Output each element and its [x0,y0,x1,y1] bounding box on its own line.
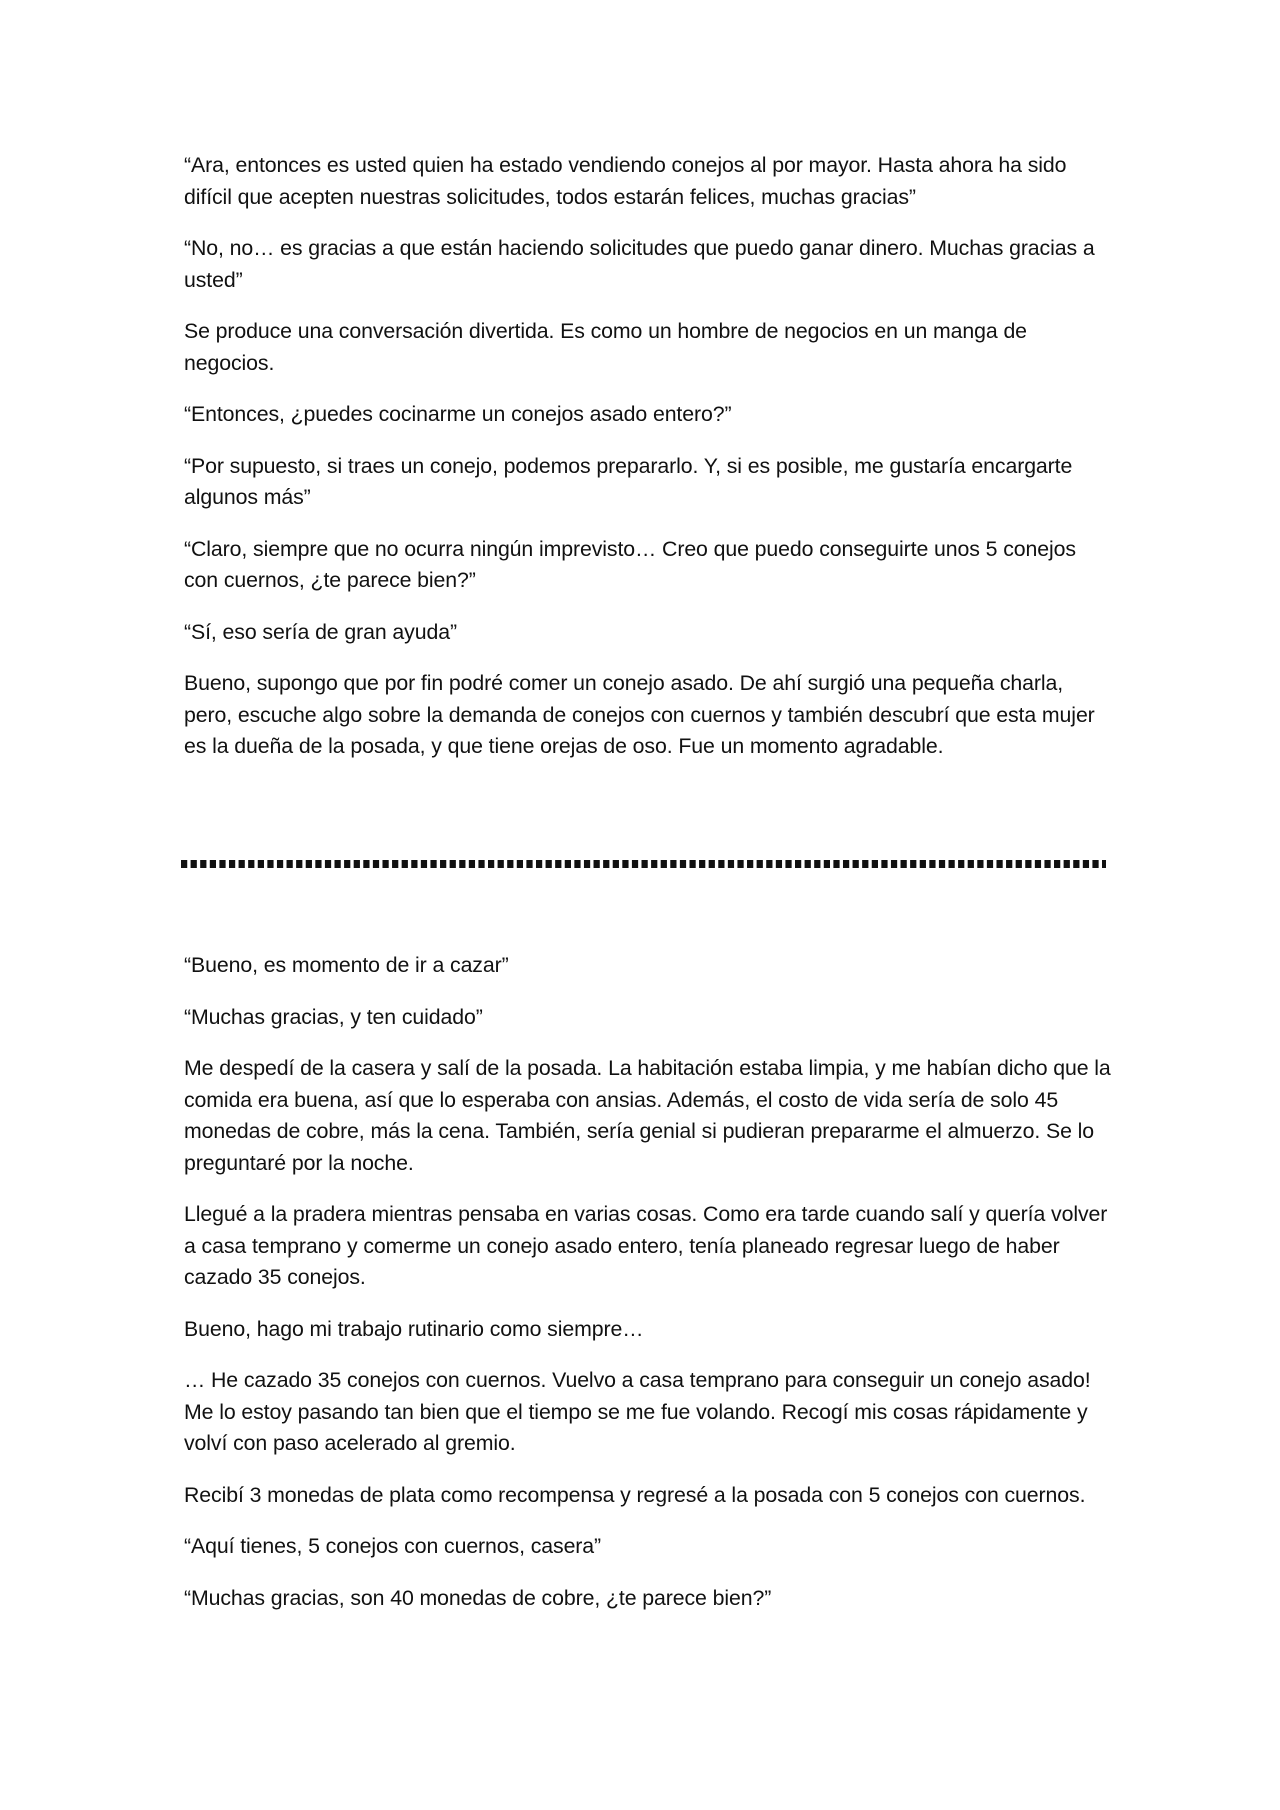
text-section-1 [184,150,1114,783]
paragraph: “Bueno, es momento de ir a cazar” [184,953,509,977]
section-separator [181,860,1106,868]
paragraph: “Ara, entonces es usted quien ha estado vendiendo conejos al por mayor. Hasta ahora ha sido difícil que acepten nuestras solicitudes, todos estarán felices, muchas gracias” [184,153,1067,209]
paragraph: “Aquí tienes, 5 conejos con cuernos, casera” [184,1534,602,1558]
paragraph: Bueno, hago mi trabajo rutinario como siempre… [184,1316,644,1341]
paragraph: “Claro, siempre que no ocurra ningún imprevisto… Creo que puedo conseguirte unos 5 conejos con cuernos, ¿te parece bien?” [184,536,1076,592]
paragraph: “No, no… es gracias a que están haciendo solicitudes que puedo ganar dinero. Muchas gracias a usted” [184,236,1095,292]
paragraph: “Por supuesto, si traes un conejo, podemos prepararlo. Y, si es posible, me gustaría encargarte algunos más” [184,453,1073,509]
paragraph: “Entonces, ¿puedes cocinarme un conejos asado entero?” [184,402,732,426]
paragraph: Recibí 3 monedas de plata como recompensa y regresé a la posada con 5 conejos con cuernos. [184,1482,1086,1507]
paragraph: Se produce una conversación divertida. Es como un hombre de negocios en un manga de negocios. [184,319,1027,375]
paragraph: Llegué a la pradera mientras pensaba en varias cosas. Como era tarde cuando salí y quería volver a casa temprano y comerme un conejo asado entero, tenía planeado regresar luego de haber cazado 35 conejos. [184,1202,1108,1289]
paragraph: “Sí, eso sería de gran ayuda” [184,619,457,644]
paragraph: Me despedí de la casera y salí de la posada. La habitación estaba limpia, y me habían dicho que la comida era buena, así que lo esperaba con ansias. Además, el costo de vida sería de solo 45 monedas de cobre, más la cena. También, sería genial si pudieran prepararme el almuerzo. Se lo preguntaré por la noche. [184,1056,1111,1175]
paragraph: “Muchas gracias, son 40 monedas de cobre, ¿te parece bien?” [184,1585,772,1610]
paragraph: Bueno, supongo que por fin podré comer un conejo asado. De ahí surgió una pequeña charla, pero, escuche algo sobre la demanda de conejos con cuernos y también descubrí que esta mujer es la dueña de la posada, y que tiene orejas de oso. Fue un momento agradable. [184,671,1095,758]
text-section-2 [184,950,1114,1634]
paragraph: … He cazado 35 conejos con cuernos. Vuelvo a casa temprano para conseguir un conejo asado! Me lo estoy pasando tan bien que el tiempo se me fue volando. Recogí mis cosas rápidamente y volví con paso acelerado al gremio. [184,1368,1091,1455]
paragraph: “Muchas gracias, y ten cuidado” [184,1004,483,1029]
